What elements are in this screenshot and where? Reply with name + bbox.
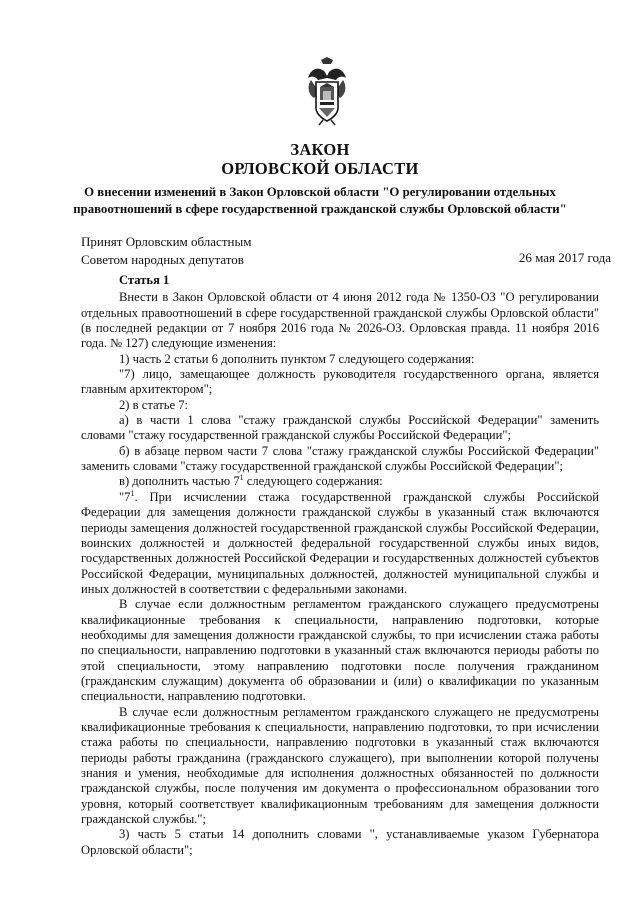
article-heading: Статья 1 [119, 273, 170, 287]
text-fragment: "7 [119, 489, 131, 504]
law-title: ЗАКОН [290, 140, 350, 159]
text-fragment: . При исчислении стажа государственной гражданской службы Российской Федерации для замещения должности гражданской службы в указанный стаж включаются периоды замещения должностей государственной гражданской службы Российской Федерации, воинских должностей и должностей федеральной государственной службы иных видов, государственных должностей Российской Федерации и государственных должностей субъектов Российской Федерации, муниципальных должностей, должностей муниципальной службы и иных должностей в соответствии с федеральными законами. [81, 489, 599, 596]
paragraph: 1) часть 2 статьи 6 дополнить пунктом 7 следующего содержания: [119, 351, 475, 366]
paragraph: а) в части 1 слова "стажу гражданской службы Российской Федерации" заменить словами "стажу государственной гражданской службы Российской Федерации"; [81, 413, 599, 443]
superscript: 1 [130, 488, 135, 498]
paragraph: б) в абзаце первом части 7 слова "стажу гражданской службы Российской Федерации" заменить словами "стажу государственной гражданской службы Российской Федерации"; [81, 443, 599, 474]
superscript: 1 [239, 473, 244, 483]
paragraph [81, 490, 599, 597]
paragraph [81, 474, 599, 489]
paragraph: 2) в статье 7: [119, 397, 189, 412]
paragraph: Внести в Закон Орловской области от 4 июня 2012 года № 1350-ОЗ "О регулировании отдельных правоотношений в сфере государственной гражданской службы Орловской области" (в последней редакции от 7 ноября 2016 года № 2026-ОЗ. Орловская правда. 11 ноября 2016 года. № 127) следующие изменения: [81, 290, 599, 351]
text-fragment: в) дополнить частью 7 [119, 474, 240, 489]
article-body [81, 273, 599, 858]
paragraph: В случае если должностным регламентом гражданского служащего не предусмотрены квалификационные требования к специальности, направлению подготовки, то при исчислении стажа работы по специальности, направлению подготовки в указанный стаж включаются периоды работы гражданина (гражданского служащего), при выполнении которой получены знания и умения, необходимые для исполнения должностных обязанностей по должности гражданской службы, после получения им документа о профессиональном образовании того уровня, который соответствует квалификационным требованиям для замещения должности гражданской службы."; [81, 704, 599, 827]
adoption-line-2: Советом народных депутатов [81, 251, 244, 267]
coat-of-arms-icon [305, 56, 349, 126]
region-title: ОРЛОВСКОЙ ОБЛАСТИ [221, 159, 419, 178]
adoption-date: 26 мая 2017 года [518, 250, 611, 265]
adoption-note [81, 233, 251, 268]
paragraph: "7) лицо, замещающее должность руководителя государственного органа, является главным архитектором"; [81, 367, 599, 397]
adoption-line-1: Принят Орловским областным [81, 234, 252, 249]
text-fragment: следующего содержания: [243, 474, 383, 489]
paragraph: В случае если должностным регламентом гражданского служащего предусмотрены квалификационные требования к специальности, направлению подготовки, которые необходимы для замещения должности гражданской службы, то при исчислении стажа работы по специальности, направлению подготовки в указанный стаж включаются периоды работы по этой специальности, этому направлению подготовки после получения гражданином (гражданским служащим) документа об образовании и (или) о квалификации по указанным специальности, направлению подготовки. [81, 597, 599, 704]
law-subtitle: О внесении изменений в Закон Орловской области "О регулировании отдельных правоотношений в сфере государственной гражданской службы Орловской области" [73, 185, 567, 216]
paragraph: 3) часть 5 статьи 14 дополнить словами ", устанавливаемые указом Губернатора Орловской области"; [81, 827, 599, 857]
